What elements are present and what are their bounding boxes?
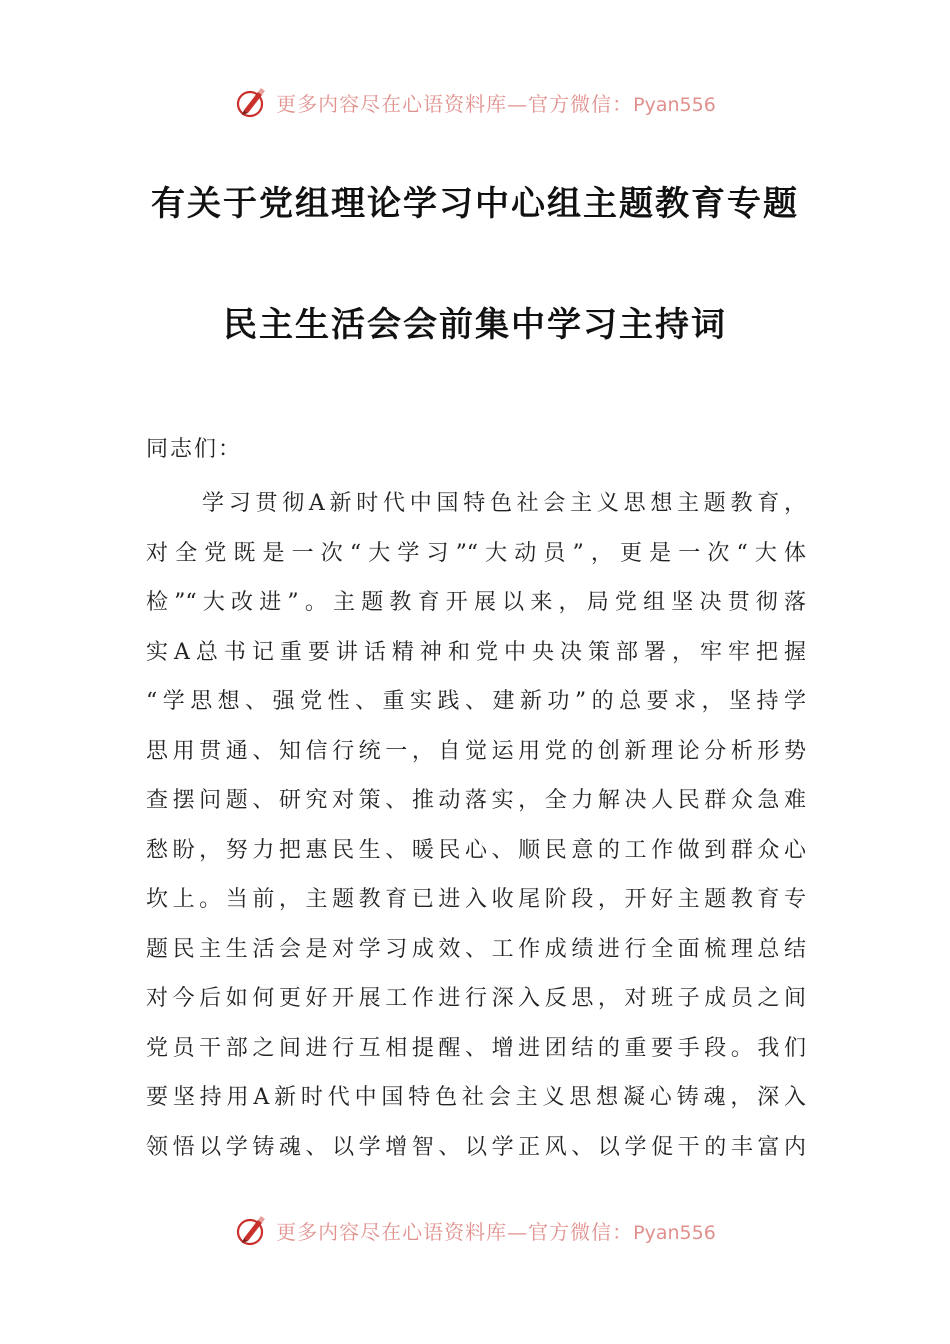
body-line: 思用贯通、知信行统一，自觉运用党的创新理论分析形势 xyxy=(146,738,806,764)
pen-logo-icon xyxy=(234,1212,270,1248)
body-line: 愁盼，努力把惠民生、暖民心、顺民意的工作做到群众心 xyxy=(146,837,806,863)
watermark-text xyxy=(276,88,716,117)
body-line: 对全党既是一次“大学习”“大动员”，更是一次“大体 xyxy=(146,540,806,566)
body-line: 领悟以学铸魂、以学增智、以学正风、以学促干的丰富内 xyxy=(146,1134,806,1160)
watermark-wechat-id: Pyan556 xyxy=(633,1221,716,1244)
body-line: 题民主生活会是对学习成效、工作成绩进行全面梳理总结 xyxy=(146,936,806,962)
body-line: 要坚持用A新时代中国特色社会主义思想凝心铸魂，深入 xyxy=(146,1085,806,1110)
salutation: 同志们： xyxy=(146,437,243,462)
body-line: “学思想、强党性、重实践、建新功”的总要求，坚持学 xyxy=(146,689,806,714)
body-paragraph xyxy=(146,479,806,1172)
watermark-footer xyxy=(0,1208,950,1252)
watermark-cn-text: 更多内容尽在心语资料库—官方微信： xyxy=(276,91,634,116)
body-line: 检”“大改进”。主题教育开展以来，局党组坚决贯彻落 xyxy=(146,590,806,615)
watermark-text xyxy=(276,1216,716,1245)
document-title-line-1: 有关于党组理论学习中心组主题教育专题 xyxy=(151,184,799,224)
body-line: 党员干部之间进行互相提醒、增进团结的重要手段。我们 xyxy=(146,1035,806,1061)
watermark-cn-text: 更多内容尽在心语资料库—官方微信： xyxy=(276,1219,634,1244)
body-line: 查摆问题、研究对策、推动落实，全力解决人民群众急难 xyxy=(146,788,806,813)
document-title-line-2: 民主生活会会前集中学习主持词 xyxy=(223,305,727,345)
body-line: 坎上。当前，主题教育已进入收尾阶段，开好主题教育专 xyxy=(146,887,806,912)
body-line: 实A总书记重要讲话精神和党中央决策部署，牢牢把握 xyxy=(146,639,806,665)
pen-logo-icon xyxy=(234,84,270,120)
watermark-wechat-id: Pyan556 xyxy=(633,93,716,116)
watermark-header xyxy=(0,80,950,124)
body-line: 对今后如何更好开展工作进行深入反思，对班子成员之间 xyxy=(146,986,806,1011)
body-line: 学习贯彻A新时代中国特色社会主义思想主题教育， xyxy=(202,491,806,516)
